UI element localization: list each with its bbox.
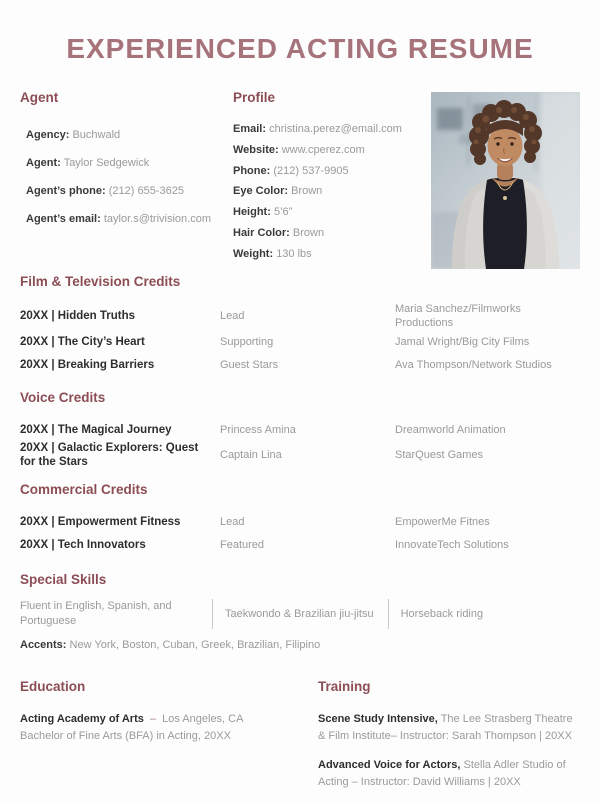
accents-label: Accents: xyxy=(20,639,67,651)
credit-production: StarQuest Games xyxy=(395,449,484,461)
profile-heading: Profile xyxy=(233,90,276,105)
credit-row xyxy=(20,533,580,556)
profile-email-row xyxy=(233,119,421,140)
training-item xyxy=(318,757,580,791)
profile-email-label: Email: xyxy=(233,123,267,135)
profile-height-label: Height: xyxy=(233,206,271,219)
agent-phone-value: (212) 655-3625 xyxy=(108,185,184,197)
credit-role: Featured xyxy=(220,538,265,551)
accents-line xyxy=(20,638,580,653)
credit-title: 20XX | Tech Innovators xyxy=(20,538,146,551)
profile-hair-color-row xyxy=(233,223,421,244)
credit-title: 20XX | The City’s Heart xyxy=(20,335,145,348)
skill-item: Horseback riding xyxy=(400,607,484,620)
agent-agency-row xyxy=(26,121,233,149)
agent-details xyxy=(20,121,233,233)
credit-role: Lead xyxy=(220,515,245,528)
credit-title: 20XX | Breaking Barriers xyxy=(20,358,155,371)
profile-email-value: christina.perez@email.com xyxy=(269,123,402,135)
training-section xyxy=(318,679,580,803)
credit-title: 20XX | The Magical Journey xyxy=(20,423,172,436)
profile-height-row xyxy=(233,202,421,223)
credit-row xyxy=(20,441,580,469)
training-body xyxy=(318,711,580,791)
training-name: Advanced Voice for Actors, xyxy=(318,759,461,771)
education-section xyxy=(20,679,318,803)
credit-production: InnovateTech Solutions xyxy=(395,538,509,551)
education-school-line xyxy=(20,711,298,728)
commercial-credits-heading: Commercial Credits xyxy=(20,482,148,497)
special-skills-heading: Special Skills xyxy=(20,572,107,587)
film-tv-heading: Film & Television Credits xyxy=(20,274,181,289)
agent-name-label: Agent: xyxy=(26,157,61,169)
credit-production: EmpowerMe Fitnes xyxy=(395,515,490,528)
profile-height-value: 5’6” xyxy=(273,206,293,219)
education-location: Los Angeles, CA xyxy=(162,713,244,725)
profile-phone-label: Phone: xyxy=(233,164,271,177)
voice-credits-heading: Voice Credits xyxy=(20,390,106,405)
education-degree: Bachelor of Fine Arts (BFA) in Acting, 20XX xyxy=(20,730,231,742)
voice-credits-section xyxy=(20,390,580,469)
film-tv-rows xyxy=(20,302,580,376)
credit-role: Guest Stars xyxy=(220,358,279,371)
skill-item: Taekwondo & Brazilian jiu-jitsu xyxy=(225,607,374,620)
profile-hair-color-value: Brown xyxy=(292,226,325,239)
training-name: Scene Study Intensive, xyxy=(318,713,438,725)
profile-weight-label: Weight: xyxy=(233,247,274,260)
profile-website-row xyxy=(233,140,421,161)
skills-row xyxy=(20,599,580,629)
credit-row xyxy=(20,330,580,353)
profile-eye-color-value: Brown xyxy=(291,185,323,198)
education-school: Acting Academy of Arts xyxy=(20,713,144,725)
agent-email-label: Agent’s email: xyxy=(26,213,101,225)
skill-item: Fluent in English, Spanish, and Portuguese xyxy=(20,600,172,627)
agent-name-value: Taylor Sedgewick xyxy=(63,157,150,169)
profile-hair-color-label: Hair Color: xyxy=(233,226,290,239)
bottom-section xyxy=(20,679,580,803)
training-heading: Training xyxy=(318,679,371,694)
agent-name-row xyxy=(26,149,233,177)
agent-heading: Agent xyxy=(20,90,59,105)
profile-weight-row xyxy=(233,244,421,265)
credit-title: 20XX | Galactic Explorers: Quest for the Stars xyxy=(20,442,199,468)
credit-role: Lead xyxy=(220,310,245,322)
credit-role: Supporting xyxy=(220,335,274,348)
credit-title: 20XX | Empowerment Fitness xyxy=(20,515,181,528)
profile-details xyxy=(233,119,421,265)
agent-agency-value: Buchwald xyxy=(72,129,121,141)
credit-production: Dreamworld Animation xyxy=(395,423,506,436)
credit-row xyxy=(20,510,580,533)
agent-email-row xyxy=(26,205,233,233)
film-tv-credits-section xyxy=(20,274,580,376)
profile-section xyxy=(233,90,431,269)
agent-phone-label: Agent’s phone: xyxy=(26,185,106,197)
page-title: EXPERIENCED ACTING RESUME xyxy=(66,33,534,64)
agent-phone-row xyxy=(26,177,233,205)
credit-role: Princess Amina xyxy=(220,423,296,436)
profile-phone-value: (212) 537-9905 xyxy=(273,164,349,177)
profile-eye-color-row xyxy=(233,181,421,202)
profile-website-label: Website: xyxy=(233,143,279,156)
education-heading: Education xyxy=(20,679,86,694)
credit-role: Captain Lina xyxy=(220,449,282,461)
agent-email-value: taylor.s@trivision.com xyxy=(103,213,211,225)
profile-eye-color-label: Eye Color: xyxy=(233,185,289,198)
credit-row xyxy=(20,302,580,330)
credit-production: Jamal Wright/Big City Films xyxy=(395,335,530,348)
agent-section xyxy=(20,90,233,269)
education-separator: – xyxy=(149,713,157,725)
training-item xyxy=(318,711,580,745)
headshot-photo xyxy=(431,90,580,269)
commercial-credits-section xyxy=(20,482,580,556)
top-section xyxy=(20,90,580,269)
profile-weight-value: 130 lbs xyxy=(276,247,312,260)
credit-production: Ava Thompson/Network Studios xyxy=(395,358,552,371)
commercial-credit-rows xyxy=(20,510,580,556)
special-skills-section xyxy=(20,572,580,653)
headshot-image xyxy=(431,92,580,269)
training-detail: The Lee Strasberg Theatre & Film Institute– Instructor: Sarah Thompson | 20XX xyxy=(318,713,573,742)
credit-row xyxy=(20,418,580,441)
training-detail: Stella Adler Studio of Acting – Instructor: David Williams | 20XX xyxy=(318,759,566,788)
education-body xyxy=(20,711,298,745)
accents-value: New York, Boston, Cuban, Greek, Brazilian, Filipino xyxy=(69,639,321,651)
credit-row xyxy=(20,353,580,376)
voice-credit-rows xyxy=(20,418,580,469)
profile-website-value: www.cperez.com xyxy=(281,143,365,156)
agent-agency-label: Agency: xyxy=(26,129,70,141)
credit-production: Maria Sanchez/Filmworks Productions xyxy=(395,303,521,329)
credit-title: 20XX | Hidden Truths xyxy=(20,310,136,322)
profile-phone-row xyxy=(233,161,421,182)
